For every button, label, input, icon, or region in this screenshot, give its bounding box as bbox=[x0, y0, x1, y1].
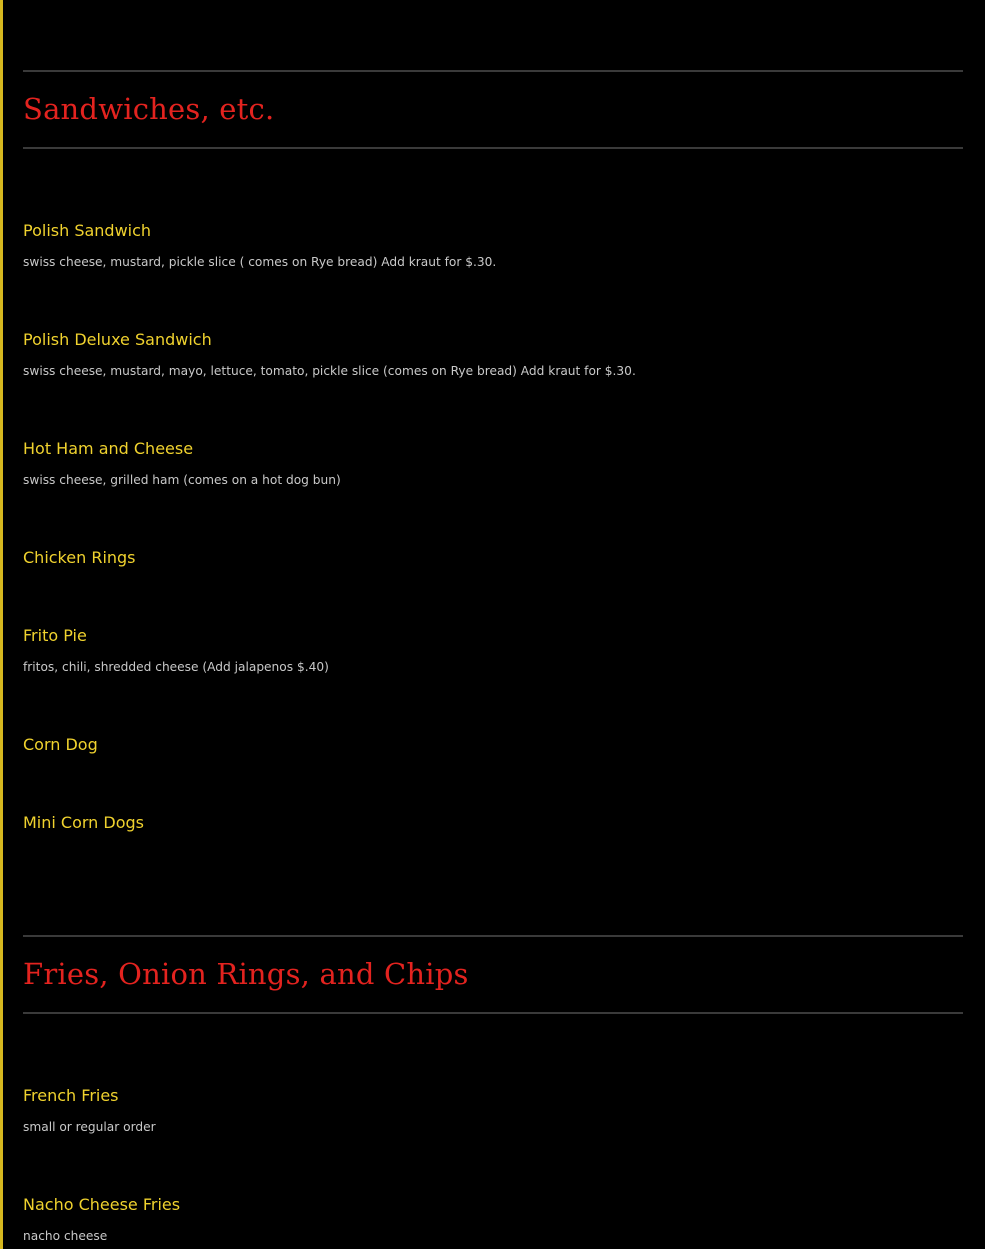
menu-page bbox=[3, 0, 985, 1249]
menu-item-name: Corn Dog bbox=[23, 735, 98, 754]
menu-item-description: nacho cheese bbox=[23, 1229, 108, 1243]
menu-item-description: swiss cheese, mustard, mayo, lettuce, tomato, pickle slice (comes on Rye bread) Add kraut for $.30. bbox=[23, 364, 636, 378]
menu-item-name: Mini Corn Dogs bbox=[23, 813, 145, 832]
menu-item-description: swiss cheese, mustard, pickle slice ( comes on Rye bread) Add kraut for $.30. bbox=[23, 255, 497, 269]
menu-item-name: Hot Ham and Cheese bbox=[23, 439, 194, 458]
section-title: Sandwiches, etc. bbox=[23, 92, 275, 126]
menu-item-description: swiss cheese, grilled ham (comes on a hot dog bun) bbox=[23, 473, 341, 487]
section-bottom-divider bbox=[23, 147, 963, 149]
menu-item-description: fritos, chili, shredded cheese (Add jalapenos $.40) bbox=[23, 660, 329, 674]
section-top-divider bbox=[23, 70, 963, 72]
section-bottom-divider bbox=[23, 1012, 963, 1014]
menu-item-name: Frito Pie bbox=[23, 626, 87, 645]
section-top-divider bbox=[23, 935, 963, 937]
menu-item-name: Chicken Rings bbox=[23, 548, 136, 567]
menu-item-name: Nacho Cheese Fries bbox=[23, 1195, 181, 1214]
menu-item-name: Polish Sandwich bbox=[23, 221, 152, 240]
section-title: Fries, Onion Rings, and Chips bbox=[23, 957, 469, 991]
menu-item-name: French Fries bbox=[23, 1086, 119, 1105]
menu-item-name: Polish Deluxe Sandwich bbox=[23, 330, 212, 349]
menu-item-description: small or regular order bbox=[23, 1120, 156, 1134]
